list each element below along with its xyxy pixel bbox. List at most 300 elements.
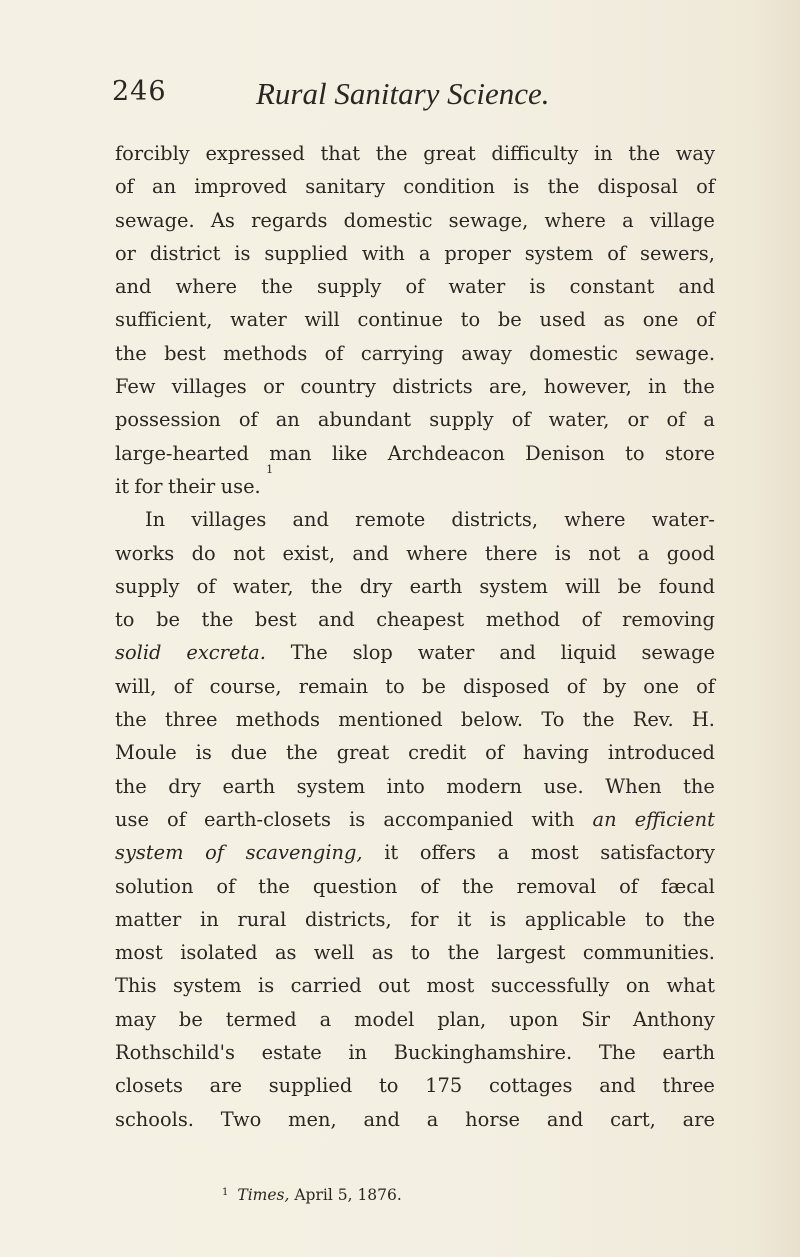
word: be xyxy=(617,574,642,598)
text-line xyxy=(115,1003,715,1036)
text-line xyxy=(115,969,715,1002)
word: great xyxy=(423,142,476,165)
word: use xyxy=(115,807,149,831)
text-line xyxy=(115,204,715,237)
word: use. xyxy=(543,774,584,798)
word: dry xyxy=(359,574,393,598)
word: districts, xyxy=(305,907,392,931)
word: earth-closets xyxy=(203,807,332,831)
word: expressed xyxy=(205,142,305,165)
text-line xyxy=(115,503,715,536)
word: not xyxy=(233,541,266,565)
text-line xyxy=(115,936,715,969)
word: country xyxy=(300,375,376,399)
word: modern xyxy=(446,774,523,798)
text-line xyxy=(115,636,715,669)
word: there xyxy=(484,541,538,565)
word: in xyxy=(200,907,219,931)
word: it xyxy=(384,841,399,865)
word: supply xyxy=(115,574,180,598)
word: closets xyxy=(115,1074,183,1098)
running-head: Rural Sanitary Science. xyxy=(256,76,550,111)
word: three xyxy=(662,1074,715,1098)
word: water- xyxy=(651,508,715,532)
page-number: 246 xyxy=(112,76,167,107)
word: having xyxy=(522,741,589,765)
word: use. xyxy=(220,474,261,498)
word: of xyxy=(485,741,504,765)
word: districts, xyxy=(451,508,539,532)
word: to xyxy=(460,308,481,332)
word: best xyxy=(254,608,297,632)
word: into xyxy=(386,774,425,798)
word: good xyxy=(666,541,715,565)
word: rural xyxy=(237,907,287,931)
word: to xyxy=(410,941,431,965)
word: the xyxy=(683,375,715,399)
footnote-source: Times, xyxy=(237,1186,290,1204)
word: of xyxy=(581,608,601,632)
word: termed xyxy=(225,1007,297,1031)
word: are xyxy=(682,1107,715,1131)
word: or xyxy=(627,408,649,432)
word: H. xyxy=(691,708,715,732)
word: the xyxy=(582,708,615,732)
word: condition xyxy=(403,175,496,199)
word: applicable xyxy=(524,907,627,931)
text-line xyxy=(115,603,715,636)
word: where xyxy=(544,208,606,232)
text-line xyxy=(115,770,715,803)
word: what xyxy=(666,974,715,998)
word: of xyxy=(666,408,686,432)
word: and xyxy=(546,1107,584,1131)
word: Sir xyxy=(581,1007,610,1031)
text-line xyxy=(115,670,715,703)
word: of xyxy=(566,674,586,698)
word: the xyxy=(201,608,234,632)
word: village xyxy=(649,208,715,232)
word: remain xyxy=(298,674,369,698)
word: sewage. xyxy=(115,208,195,232)
word: their xyxy=(167,474,216,498)
word: a xyxy=(622,208,634,232)
word: the xyxy=(258,874,290,898)
word: domestic xyxy=(343,208,433,232)
word: When xyxy=(605,774,662,798)
text-line xyxy=(115,270,715,303)
word: a xyxy=(497,841,510,865)
word: course, xyxy=(209,674,282,698)
word: model xyxy=(354,1007,415,1031)
text-line xyxy=(115,1103,715,1136)
word: solid xyxy=(115,641,162,665)
word: earth xyxy=(409,574,463,598)
word: carried xyxy=(290,974,362,998)
word: system xyxy=(479,574,548,598)
word: slop xyxy=(352,641,393,665)
word: will xyxy=(304,308,340,332)
word: To xyxy=(541,708,565,732)
word: with xyxy=(361,241,405,265)
word: is xyxy=(258,974,275,998)
footnote-date: April 5, 1876. xyxy=(289,1186,402,1204)
word: with xyxy=(531,807,575,831)
word: possession xyxy=(115,408,221,432)
word: do xyxy=(191,541,216,565)
word: and xyxy=(115,275,152,299)
word: water xyxy=(417,641,475,665)
text-line xyxy=(115,170,715,203)
word: by xyxy=(602,674,627,698)
word: in xyxy=(348,1041,368,1065)
text-line xyxy=(115,403,715,436)
word: methods xyxy=(223,341,308,365)
word: system xyxy=(296,774,366,798)
word: water, xyxy=(232,574,294,598)
word: supply xyxy=(316,275,382,299)
word: away xyxy=(461,341,512,365)
word: exist, xyxy=(282,541,336,565)
word: used xyxy=(539,308,586,332)
word: system xyxy=(173,974,242,998)
word: schools. xyxy=(115,1107,194,1131)
word: abundant xyxy=(317,408,412,432)
word: will, xyxy=(115,674,157,698)
word: Anthony xyxy=(633,1007,715,1031)
word: will xyxy=(565,574,601,598)
word: one xyxy=(642,308,679,332)
word: This xyxy=(115,974,157,998)
text-line xyxy=(115,903,715,936)
text-line xyxy=(115,836,715,869)
word: is xyxy=(234,241,251,265)
word: districts xyxy=(392,375,473,399)
word: on xyxy=(625,974,650,998)
word: works xyxy=(115,541,175,565)
word: the xyxy=(447,941,480,965)
word: large-hearted xyxy=(115,441,249,465)
word: are, xyxy=(489,375,528,399)
text-line xyxy=(115,1036,715,1069)
word: Moule xyxy=(115,741,177,765)
word: as xyxy=(603,308,626,332)
word: where xyxy=(564,508,626,532)
word: the xyxy=(310,574,343,598)
word: dry xyxy=(168,774,201,798)
word: be xyxy=(178,1007,203,1031)
word: water xyxy=(448,275,506,299)
text-line xyxy=(115,437,715,470)
word: estate xyxy=(261,1041,322,1065)
word: domestic xyxy=(529,341,618,365)
word: largest xyxy=(496,941,566,965)
word: for xyxy=(410,907,439,931)
word: upon xyxy=(509,1007,559,1031)
word: like xyxy=(331,441,368,465)
word: Two xyxy=(220,1107,262,1131)
word: the xyxy=(547,175,580,199)
text-line xyxy=(115,803,715,836)
word: remote xyxy=(355,508,426,532)
word: of xyxy=(196,574,216,598)
word: efficient xyxy=(634,807,715,831)
word: the xyxy=(115,708,147,732)
word: men, xyxy=(288,1107,337,1131)
text-line xyxy=(115,570,715,603)
word: of xyxy=(324,341,344,365)
word: man xyxy=(269,441,312,465)
word: Archdeacon xyxy=(387,441,505,465)
word: The xyxy=(598,1041,636,1065)
text-line xyxy=(115,462,715,503)
word: Buckinghamshire. xyxy=(393,1041,573,1065)
word: and xyxy=(352,541,389,565)
word: great xyxy=(336,741,390,765)
word: methods xyxy=(235,708,320,732)
word: of xyxy=(216,874,236,898)
word: villages xyxy=(191,508,267,532)
word: of xyxy=(167,807,186,831)
word: the xyxy=(461,874,494,898)
word: out xyxy=(378,974,411,998)
word: to xyxy=(378,1074,399,1098)
text-line xyxy=(115,237,715,270)
word: in xyxy=(593,142,613,165)
word: of xyxy=(607,241,627,265)
text-line xyxy=(115,370,715,403)
word: communities. xyxy=(582,941,715,965)
word: supplied xyxy=(264,241,348,265)
word: three xyxy=(165,708,218,732)
word: the xyxy=(683,774,715,798)
word: solution xyxy=(115,874,194,898)
word: below. xyxy=(460,708,524,732)
word: a xyxy=(637,541,650,565)
word: and xyxy=(363,1107,400,1131)
word: where xyxy=(406,541,468,565)
word: 175 xyxy=(425,1074,463,1098)
word: a xyxy=(703,408,715,432)
text-line xyxy=(115,703,715,736)
text-line xyxy=(115,303,715,336)
word: sewage xyxy=(641,641,715,665)
word: removing xyxy=(622,608,715,632)
word: regards xyxy=(251,208,328,232)
word: is xyxy=(490,907,507,931)
word: of xyxy=(696,674,715,698)
word: best xyxy=(164,341,206,365)
word: the xyxy=(261,275,293,299)
word: sewers, xyxy=(640,241,715,265)
footnote-reference: 1 xyxy=(266,462,274,476)
word: question xyxy=(312,874,398,898)
word: sufficient, xyxy=(115,308,213,332)
word: offers xyxy=(419,841,476,865)
word: Denison xyxy=(525,441,605,465)
word: system xyxy=(115,841,184,865)
word: forcibly xyxy=(115,142,190,165)
word: found xyxy=(658,574,715,598)
word: in xyxy=(648,375,667,399)
word: method xyxy=(485,608,561,632)
word: disposed xyxy=(463,674,550,698)
word: earth xyxy=(222,774,276,798)
word: not xyxy=(588,541,621,565)
word: is xyxy=(195,741,212,765)
word: of xyxy=(173,674,193,698)
word: of xyxy=(115,175,134,199)
word: is xyxy=(513,175,530,199)
word: as xyxy=(371,941,394,965)
footnote xyxy=(222,1186,402,1204)
word: where xyxy=(175,275,237,299)
word: one xyxy=(643,674,679,698)
word: or xyxy=(263,375,285,399)
word: cart, xyxy=(610,1107,656,1131)
word: mentioned xyxy=(338,708,443,732)
word: to xyxy=(115,608,135,632)
word: liquid xyxy=(560,641,617,665)
word: fæcal xyxy=(660,874,715,898)
word: well xyxy=(313,941,355,965)
word: constant xyxy=(569,275,655,299)
word: are xyxy=(209,1074,242,1098)
word: an xyxy=(152,175,177,199)
word: Rothschild's xyxy=(115,1041,235,1065)
word: it xyxy=(457,907,472,931)
word: In xyxy=(145,508,166,532)
word: or xyxy=(115,241,136,265)
word: successfully xyxy=(490,974,610,998)
text-line xyxy=(115,736,715,769)
word: water xyxy=(230,308,287,332)
word: supplied xyxy=(268,1074,353,1098)
word: of xyxy=(405,275,425,299)
word: way xyxy=(675,142,715,165)
word: be xyxy=(421,674,446,698)
word: is xyxy=(554,541,572,565)
word: improved xyxy=(194,175,288,199)
word: due xyxy=(230,741,268,765)
word: isolated xyxy=(180,941,258,965)
word: continue xyxy=(357,308,443,332)
word: may xyxy=(115,1007,156,1031)
word: Few xyxy=(115,375,156,399)
word: earth xyxy=(662,1041,715,1065)
word: the xyxy=(286,741,318,765)
word: credit xyxy=(408,741,467,765)
word: and xyxy=(678,275,715,299)
word: The xyxy=(290,641,328,665)
word: to xyxy=(385,674,405,698)
word: and xyxy=(292,508,329,532)
word: for xyxy=(134,474,163,498)
word: the xyxy=(683,907,715,931)
word: is xyxy=(529,275,546,299)
word: it xyxy=(115,474,129,498)
word: the xyxy=(115,774,147,798)
word: removal xyxy=(516,874,597,898)
word: the xyxy=(628,142,661,165)
word: most xyxy=(530,841,579,865)
word: of xyxy=(238,408,258,432)
word: supply xyxy=(429,408,494,432)
word: and xyxy=(599,1074,636,1098)
word: the xyxy=(375,142,408,165)
page-header xyxy=(0,76,800,116)
word: district xyxy=(149,241,221,265)
word: sewage. xyxy=(635,341,715,365)
word: store xyxy=(664,441,715,465)
word: scavenging, xyxy=(245,841,363,865)
word: most xyxy=(115,941,163,965)
word: a xyxy=(418,241,431,265)
word: be xyxy=(497,308,522,332)
word: difficulty xyxy=(491,142,579,165)
word: proper xyxy=(444,241,511,265)
word: an xyxy=(592,807,617,831)
word: most xyxy=(426,974,475,998)
word: however, xyxy=(543,375,632,399)
word: water, xyxy=(548,408,610,432)
word: of xyxy=(696,308,715,332)
word: satisfactory xyxy=(600,841,715,865)
word: of xyxy=(205,841,224,865)
word: of xyxy=(619,874,638,898)
word: as xyxy=(274,941,297,965)
word: and xyxy=(318,608,355,632)
text-line xyxy=(115,137,715,170)
word: to xyxy=(625,441,645,465)
word: a xyxy=(319,1007,332,1031)
word: and xyxy=(499,641,536,665)
word: a xyxy=(426,1107,439,1131)
word: carrying xyxy=(360,341,444,365)
word: be xyxy=(156,608,180,632)
text-line xyxy=(115,337,715,370)
word: that xyxy=(320,142,361,165)
word: of xyxy=(511,408,531,432)
word: horse xyxy=(465,1107,521,1131)
word: excreta. xyxy=(186,641,266,665)
word: of xyxy=(696,175,715,199)
word: sanitary xyxy=(305,175,386,199)
word: sewage, xyxy=(448,208,529,232)
word: of xyxy=(420,874,440,898)
word: plan, xyxy=(437,1007,487,1031)
word: matter xyxy=(115,907,182,931)
footnote-mark: 1 xyxy=(222,1187,229,1198)
word: disposal xyxy=(597,175,678,199)
word: cottages xyxy=(488,1074,573,1098)
word: introduced xyxy=(607,741,715,765)
word: As xyxy=(210,208,235,232)
word: is xyxy=(349,807,366,831)
word: villages xyxy=(171,375,247,399)
body-text xyxy=(115,137,715,1136)
word: accompanied xyxy=(383,807,514,831)
text-line xyxy=(115,1069,715,1102)
word: Rev. xyxy=(632,708,674,732)
word: to xyxy=(644,907,665,931)
word: an xyxy=(275,408,300,432)
word: cheapest xyxy=(376,608,465,632)
word: system xyxy=(524,241,594,265)
text-line xyxy=(115,537,715,570)
word: the xyxy=(115,341,147,365)
text-line xyxy=(115,870,715,903)
